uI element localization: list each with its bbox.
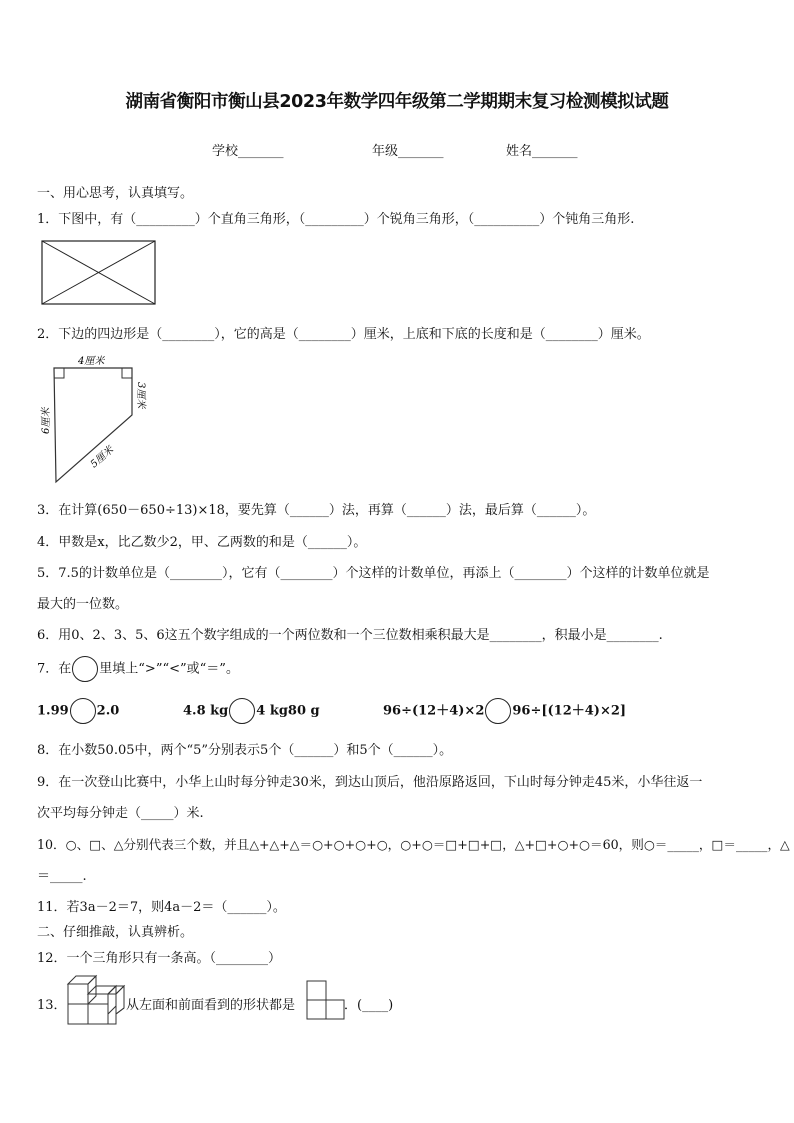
cube-stack-icon — [66, 972, 128, 1032]
trapezoid-figure — [34, 352, 154, 487]
label-right: 3厘米 — [135, 382, 146, 409]
school-field: 学校_______ — [212, 144, 284, 159]
compare-b-circle[interactable] — [229, 698, 255, 724]
compare-c-circle[interactable] — [485, 698, 511, 724]
rectangle-diagonals-figure — [41, 240, 157, 306]
compare-a-left: 1.99 — [37, 703, 69, 719]
page-title: 湖南省衡阳市衡山县2023年数学四年级第二学期期末复习检测模拟试题 — [125, 92, 669, 112]
question-4: 4．甲数是x，比乙数少2，甲、乙两数的和是（______）。 — [37, 535, 367, 550]
question-9-line-1: 9．在一次登山比赛中，小华上山时每分钟走30米，到达山顶后，他沿原路返回，下山时每分钟走45米，小华往返一 — [37, 775, 703, 790]
compare-item-c — [383, 698, 626, 724]
label-bottom: 5厘米 — [88, 444, 116, 471]
compare-a-right: 2.0 — [96, 703, 120, 719]
view-shape-icon — [306, 980, 346, 1020]
compare-c-left: 96÷(12＋4)×2 — [383, 703, 485, 719]
grade-field: 年级_______ — [372, 144, 444, 159]
question-10-line-2: ＝_____. — [37, 869, 87, 884]
question-12: 12．一个三角形只有一条高。（________） — [37, 951, 282, 966]
compare-b-right: 4 kg80 g — [256, 703, 320, 719]
question-7-suffix: 里填上“>”“<”或“＝”。 — [99, 661, 239, 677]
compare-circle-icon — [72, 656, 98, 682]
compare-b-left: 4.8 kg — [183, 703, 229, 719]
question-8: 8．在小数50.05中，两个“5”分别表示5个（______）和5个（______）。 — [37, 743, 453, 758]
label-top: 4厘米 — [78, 356, 105, 367]
name-field: 姓名_______ — [506, 144, 578, 159]
compare-item-a — [37, 698, 119, 724]
question-6: 6．用0、2、3、5、6这五个数字组成的一个两位数和一个三位数相乘积最大是________，积最小是________. — [37, 628, 663, 643]
compare-a-circle[interactable] — [70, 698, 96, 724]
question-10-line-1: 10．○、□、△分别代表三个数，并且△+△+△＝○+○+○+○，○+○＝□+□+□，△+□+○+○＝60，则○＝_____，□＝_____，△ — [37, 837, 790, 852]
question-1: 1．下图中，有（_________）个直角三角形，（_________）个锐角三角形，（__________）个钝角三角形. — [37, 212, 635, 227]
question-3: 3．在计算(650－650÷13)×18，要先算（______）法，再算（______）法，最后算（______）。 — [37, 503, 596, 518]
question-7-prefix: 7．在 — [37, 661, 72, 677]
question-13-number: 13． — [37, 998, 67, 1013]
question-2: 2．下边的四边形是（________），它的高是（________）厘米，上底和下底的长度和是（________）厘米。 — [37, 327, 650, 342]
question-7 — [37, 656, 239, 682]
section-heading-1: 一、用心思考，认真填写。 — [37, 186, 194, 201]
question-13-answer: ．(____) — [344, 998, 394, 1013]
question-5-line-2: 最大的一位数。 — [37, 597, 129, 612]
question-5-line-1: 5．7.5的计数单位是（________），它有（________）个这样的计数单位，再添上（________）个这样的计数单位就是 — [37, 566, 710, 581]
question-9-line-2: 次平均每分钟走（_____）米. — [37, 806, 204, 821]
question-13-text: 从左面和前面看到的形状都是 — [126, 998, 296, 1013]
label-left: 6厘米 — [41, 407, 52, 434]
compare-c-right: 96÷[(12＋4)×2] — [512, 703, 627, 719]
compare-item-b — [183, 698, 320, 724]
section-heading-2: 二、仔细推敲，认真辨析。 — [37, 925, 194, 940]
question-11: 11．若3a－2＝7，则4a－2＝（______）。 — [37, 900, 286, 915]
